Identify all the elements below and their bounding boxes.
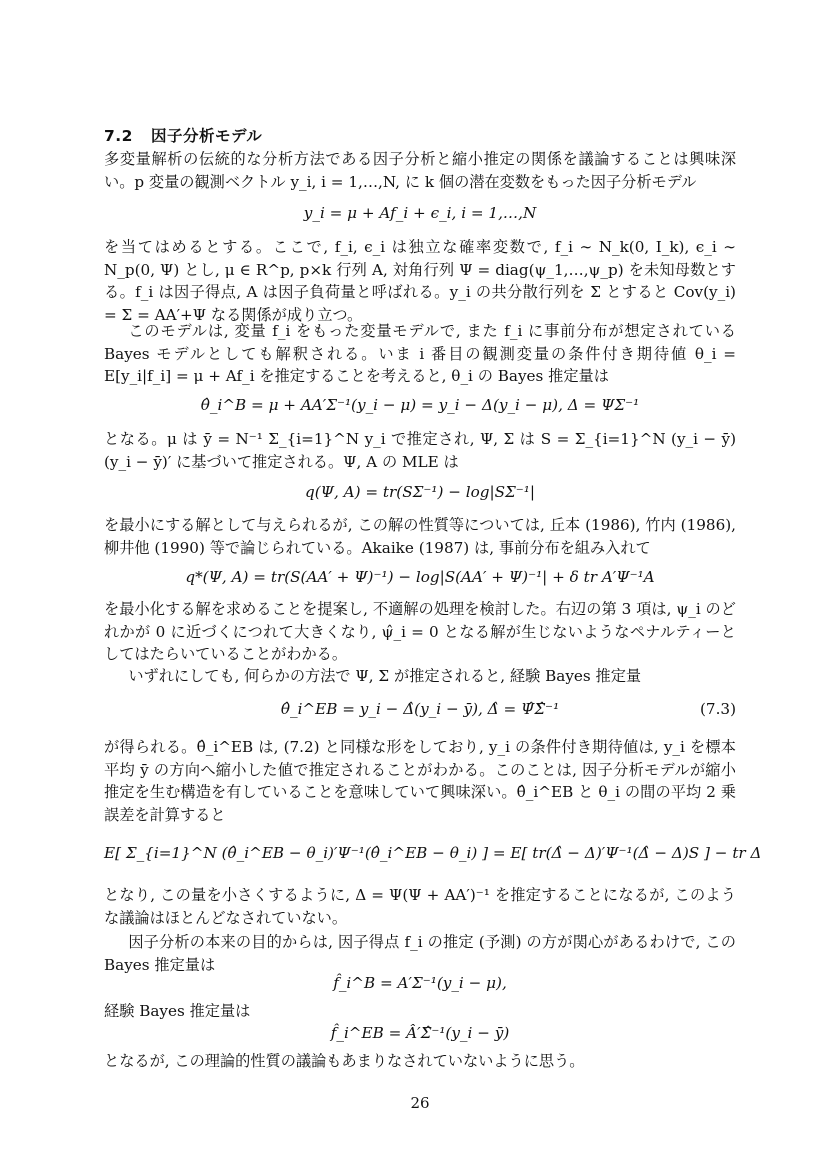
page-number: 26 [410, 1094, 430, 1112]
equation-mse: E[ Σ_{i=1}^N (θ̂_i^EB − θ_i)′Ψ⁻¹(θ̂_i^EB − θ_i) ] = E[ tr(Δ̂ − Δ)′Ψ⁻¹(Δ̂ − Δ)S ] − tr Δ [104, 844, 762, 862]
paragraph-eb-label: 経験 Bayes 推定量は [104, 1002, 251, 1020]
paragraph-intro: 多変量解析の伝統的な分析方法である因子分析と縮小推定の関係を議論することは興味深い。p 変量の観測ベクトル y_i, i = 1,…,N, に k 個の潜在変数をもった因子分析モデル [104, 150, 736, 191]
equation-akaike-objective: q*(Ψ, A) = tr(S(AA′ + Ψ)⁻¹) − log|S(AA′ + Ψ)⁻¹| + δ tr A′Ψ⁻¹A [185, 568, 655, 586]
paragraph-references: を最小にする解として与えられるが, この解の性質等については, 丘本 (1986), 竹内 (1986), 柳井他 (1990) 等で論じられている。Akaike (1987) は, 事前分布を組み入れて [104, 516, 736, 557]
equation-factor-model: y_i = μ + Af_i + ϵ_i, i = 1,…,N [303, 204, 537, 222]
paragraph-delta: となり, この量を小さくするように, Δ = Ψ(Ψ + AA′)⁻¹ を推定することになるが, このような議論はほとんどなされていない。 [104, 886, 736, 927]
section-number: 7.2 [104, 127, 133, 145]
paragraph-eb-discussion: が得られる。θ̂_i^EB は, (7.2) と同様な形をしており, y_i の条件付き期待値は, y_i を標本平均 ȳ の方向へ縮小した値で推定されることがわかる。このことは, 因子分析モデルが縮小推定を生む構造を有していることを意味していて興味深い。θ̂_i^EB と θ_i の間の平均 2 乗誤差を計算すると [104, 738, 736, 824]
paragraph-factor-scores: 因子分析の本来の目的からは, 因子得点 f_i の推定 (予測) の方が関心があるわけで, この Bayes 推定量は [104, 933, 736, 974]
equation-number: (7.3) [699, 700, 736, 718]
section-title: 因子分析モデル [150, 127, 263, 145]
equation-eb-estimator [104, 700, 736, 718]
equation-factor-score-eb: f̂_i^EB = Â′Σ̂⁻¹(y_i − ȳ) [330, 1024, 510, 1042]
equation-factor-score-bayes: f̂_i^B = A′Σ⁻¹(y_i − μ), [333, 974, 507, 992]
paragraph-closing: となるが, この理論的性質の議論もあまりなされていないように思う。 [104, 1052, 585, 1070]
paragraph-penalty: を最小化する解を求めることを提案し, 不適解の処理を検討した。右辺の第 3 項は, ψ_i のどれかが 0 に近づくにつれて大きくなり, ψ̂_i = 0 となる解が生じないようなペナルティーとしてはたらいていることがわかる。 [104, 600, 736, 663]
paragraph-model-assumptions: を当てはめるとする。ここで, f_i, ϵ_i は独立な確率変数で, f_i ∼ N_k(0, I_k), ϵ_i ∼ N_p(0, Ψ) とし, μ ∈ R^p, p×k 行列 A, 対角行列 Ψ = diag(ψ_1,…,ψ_p) を未知母数とする。f_i は因子得点, A は因子負荷量と呼ばれる。y_i の共分散行列を Σ とすると Cov(y_i) = Σ = AA′+Ψ なる関係が成り立つ。 [104, 238, 736, 324]
paragraph-eb-intro: いずれにしても, 何らかの方法で Ψ, Σ が推定されると, 経験 Bayes 推定量 [128, 667, 642, 685]
equation-eb-body: θ̂_i^EB = y_i − Δ̂(y_i − ȳ), Δ̂ = Ψ̂Σ̂⁻¹ [280, 700, 560, 718]
equation-bayes-estimator: θ̂_i^B = μ + AA′Σ⁻¹(y_i − μ) = y_i − Δ(y_i − μ), Δ = ΨΣ⁻¹ [200, 396, 640, 414]
section-heading [104, 124, 262, 146]
paragraph-estimation: となる。μ は ȳ = N⁻¹ Σ_{i=1}^N y_i で推定され, Ψ, Σ は S = Σ_{i=1}^N (y_i − ȳ)(y_i − ȳ)′ に基づいて推定される。Ψ, A の MLE は [104, 430, 736, 471]
paragraph-bayes-interpretation: このモデルは, 変量 f_i をもった変量モデルで, また f_i に事前分布が想定されている Bayes モデルとしても解釈される。いま i 番目の観測変量の条件付き期待値 θ_i = E[y_i|f_i] = μ + Af_i を推定することを考えると, θ_i の Bayes 推定量は [104, 322, 736, 385]
equation-mle-objective: q(Ψ, A) = tr(SΣ⁻¹) − log|SΣ⁻¹| [305, 483, 535, 501]
